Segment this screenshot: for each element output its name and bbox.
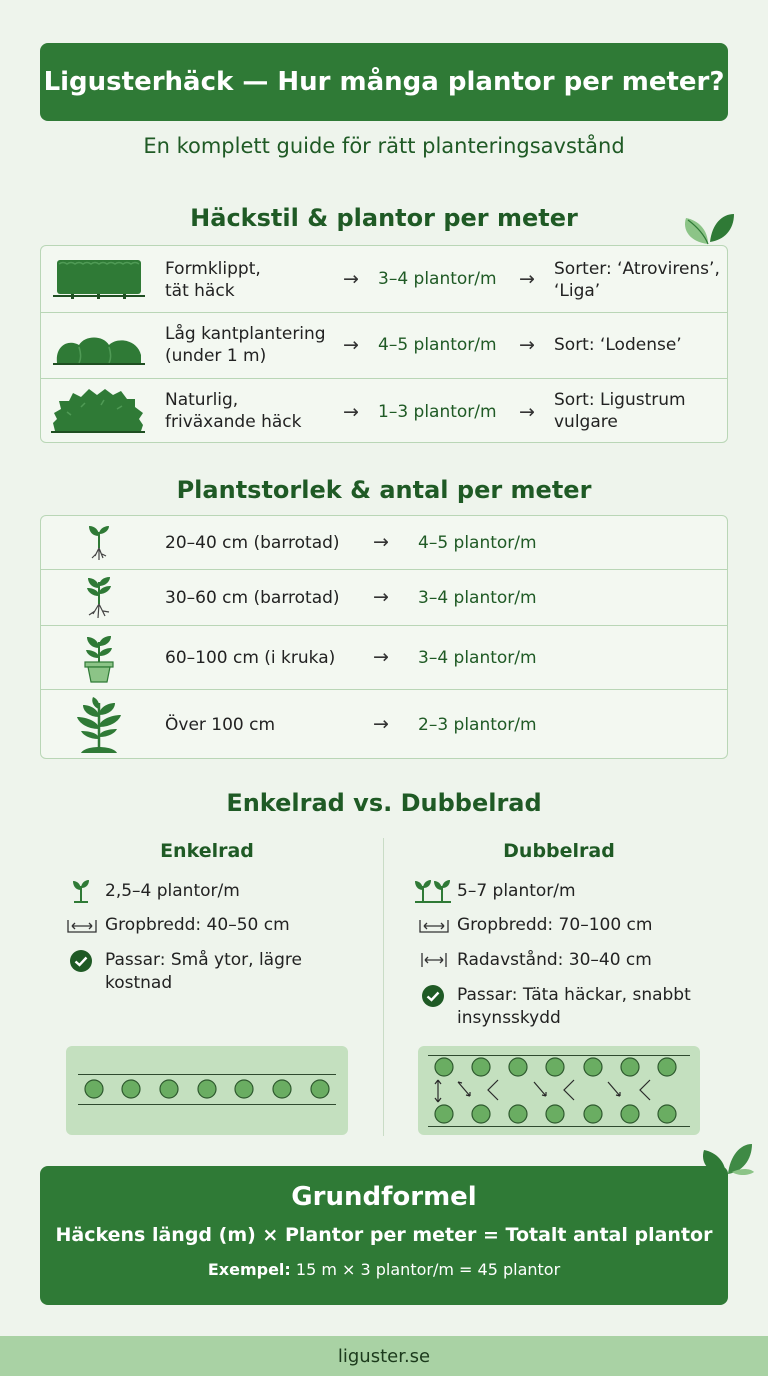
arrow-right-icon: → <box>343 268 359 290</box>
variety-label: Sorter: ‘Atrovirens’, ‘Liga’ <box>554 259 720 301</box>
footer-site[interactable]: liguster.se <box>0 1336 768 1376</box>
table-row <box>41 625 727 689</box>
table-row <box>41 312 727 378</box>
arrow-right-icon: → <box>519 268 535 290</box>
double-row-title: Dubbelrad <box>503 840 615 862</box>
rows-compare-heading: Enkelrad vs. Dubbelrad <box>226 789 542 817</box>
example-text: 15 m × 3 plantor/m = 45 plantor <box>290 1260 561 1279</box>
plant-root-icon <box>83 574 115 622</box>
formula-heading: Grundformel <box>291 1182 477 1212</box>
arrow-right-icon: → <box>373 586 389 608</box>
seedling-root-icon <box>85 522 113 564</box>
plants-per-meter: 2–3 plantor/m <box>418 715 537 735</box>
arrow-right-icon: → <box>343 334 359 356</box>
double-row-diagram <box>418 1046 700 1135</box>
double-row-spacing: Radavstånd: 30–40 cm <box>457 950 652 970</box>
double-seedling-icon <box>413 878 453 904</box>
plant-size-label: 30–60 cm (barrotad) <box>165 588 340 608</box>
variety-label: Sort: Ligustrum vulgare <box>554 390 686 432</box>
natural-hedge-icon <box>51 387 145 437</box>
clipped-hedge-icon <box>53 256 145 302</box>
table-row <box>41 246 727 312</box>
table-row <box>41 569 727 625</box>
variety-label: Sort: ‘Lodense’ <box>554 335 682 355</box>
plants-per-meter: 4–5 plantor/m <box>378 335 497 355</box>
seedling-icon <box>70 878 92 904</box>
hedge-styles-table <box>40 245 728 443</box>
formula-example <box>40 1260 728 1279</box>
check-circle-icon <box>421 984 445 1008</box>
plant-size-label: Över 100 cm <box>165 715 276 735</box>
formula-box <box>40 1166 728 1305</box>
table-row <box>41 378 727 444</box>
hedge-style-label: Låg kantplantering (under 1 m) <box>165 324 326 366</box>
arrow-right-icon: → <box>373 531 389 553</box>
single-row-diagram <box>66 1046 348 1135</box>
double-plants-per-meter: 5–7 plantor/m <box>457 881 576 901</box>
arrow-right-icon: → <box>373 713 389 735</box>
plants-per-meter: 1–3 plantor/m <box>378 402 497 422</box>
plant-sizes-table <box>40 515 728 759</box>
large-plant-icon <box>71 695 127 755</box>
single-plants-per-meter: 2,5–4 plantor/m <box>105 881 240 901</box>
plants-per-meter: 3–4 plantor/m <box>418 588 537 608</box>
page-subtitle: En komplett guide för rätt planteringsavstånd <box>143 134 625 158</box>
single-pit-width: Gropbredd: 40–50 cm <box>105 915 290 935</box>
arrow-right-icon: → <box>343 401 359 423</box>
row-spacing-icon <box>420 951 448 969</box>
double-suits: Passar: Täta häckar, snabbt insynsskydd <box>457 985 691 1028</box>
plant-size-label: 60–100 cm (i kruka) <box>165 648 336 668</box>
potted-plant-icon <box>81 632 117 684</box>
hedge-style-label: Naturlig, friväxande häck <box>165 390 302 432</box>
plants-per-meter: 3–4 plantor/m <box>378 269 497 289</box>
example-label: Exempel: <box>207 1260 291 1279</box>
leaf-decoration-icon <box>680 206 736 246</box>
hedge-style-label: Formklippt, tät häck <box>165 259 261 301</box>
pit-width-icon <box>418 916 450 936</box>
plants-per-meter: 3–4 plantor/m <box>418 648 537 668</box>
check-circle-icon <box>69 949 93 973</box>
pit-width-icon <box>66 916 98 936</box>
plants-per-meter: 4–5 plantor/m <box>418 533 537 553</box>
arrow-right-icon: → <box>373 646 389 668</box>
plant-sizes-heading: Plantstorlek & antal per meter <box>176 476 592 504</box>
arrow-right-icon: → <box>519 334 535 356</box>
arrow-right-icon: → <box>519 401 535 423</box>
plant-dots <box>66 1046 348 1135</box>
single-row-title: Enkelrad <box>160 840 254 862</box>
staggered-plant-dots <box>418 1046 700 1135</box>
hedge-styles-heading: Häckstil & plantor per meter <box>190 204 578 232</box>
page-title: Ligusterhäck — Hur många plantor per meter? <box>40 43 728 121</box>
table-row <box>41 516 727 569</box>
plant-size-label: 20–40 cm (barrotad) <box>165 533 340 553</box>
formula-text: Häckens längd (m) × Plantor per meter = Totalt antal plantor <box>55 1224 713 1246</box>
double-pit-width: Gropbredd: 70–100 cm <box>457 915 653 935</box>
low-hedge-icon <box>53 325 145 369</box>
single-suits: Passar: Små ytor, lägre kostnad <box>105 950 302 993</box>
column-divider <box>383 838 384 1136</box>
table-row <box>41 689 727 760</box>
